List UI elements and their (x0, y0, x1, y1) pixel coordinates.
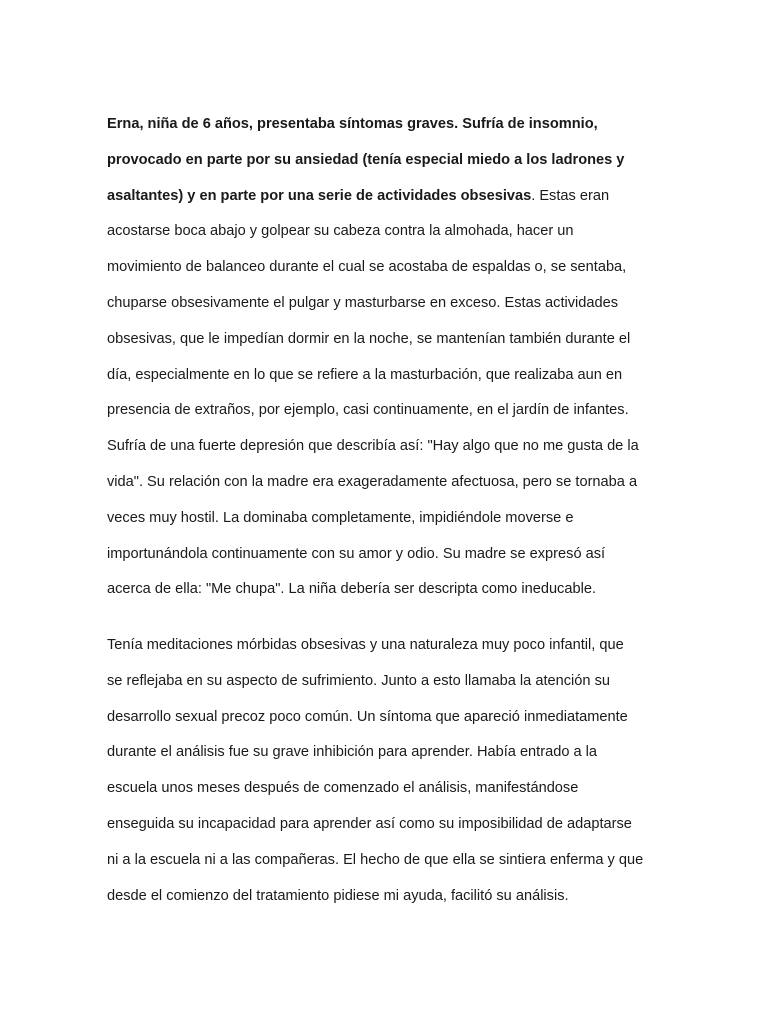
normal-text: Sufría de una fuerte depresión que describía así: "Hay algo que no me gusta de la (107, 438, 639, 455)
text-line (107, 286, 667, 322)
normal-text: obsesivas, que le impedían dormir en la noche, se mantenían también durante el (107, 330, 631, 347)
text-line: desarrollo sexual precoz poco común. Un síntoma que apareció inmediatamente (107, 708, 628, 725)
text-line (107, 107, 667, 143)
text-line (107, 179, 667, 215)
text-line: Tenía meditaciones mórbidas obsesivas y una naturaleza muy poco infantil, que (107, 637, 624, 653)
normal-text: acostarse boca abajo y golpear su cabeza contra la almohada, hacer un (107, 223, 574, 240)
text-line (107, 358, 667, 394)
text-line: enseguida su incapacidad para aprender así como su imposibilidad de adaptarse (107, 815, 632, 832)
normal-text: día, especialmente en lo que se refiere a la masturbación, que realizaba aun en (107, 366, 623, 383)
text-line: desde el comienzo del tratamiento pidiese mi ayuda, facilitó su análisis. (107, 887, 569, 904)
text-line (107, 572, 667, 608)
normal-text: vida". Su relación con la madre era exageradamente afectuosa, pero se tornaba a (107, 473, 638, 490)
text-line (107, 537, 667, 573)
text-line (107, 322, 667, 358)
text-line: se reflejaba en su aspecto de sufrimiento. Junto a esto llamaba la atención su (107, 672, 610, 689)
text-line: durante el análisis fue su grave inhibición para aprender. Había entrado a la (107, 744, 598, 761)
text-line: escuela unos meses después de comenzado el análisis, manifestándose (107, 780, 579, 797)
normal-text: veces muy hostil. La dominaba completamente, impidiéndole moverse e (107, 509, 574, 526)
normal-text: movimiento de balanceo durante el cual se acostaba de espaldas o, se sentaba, (107, 259, 627, 276)
text-line (107, 465, 667, 501)
text-line (107, 214, 667, 250)
normal-text: importunándola continuamente con su amor y odio. Su madre se expresó así (107, 545, 606, 562)
text-line: ni a la escuela ni a las compañeras. El hecho de que ella se sintiera enferma y que (107, 851, 644, 868)
text-line (107, 393, 667, 429)
text-line (107, 250, 667, 286)
normal-text: acerca de ella: "Me chupa". La niña debería ser descripta como ineducable. (107, 581, 597, 598)
text-line (107, 501, 667, 537)
bold-text: Erna, niña de 6 años, presentaba síntomas graves. Sufría de insomnio, (107, 116, 598, 132)
bold-text: provocado en parte por su ansiedad (tenía especial miedo a los ladrones y (107, 151, 625, 168)
normal-text: chuparse obsesivamente el pulgar y masturbarse en exceso. Estas actividades (107, 294, 619, 311)
text-line (107, 143, 667, 179)
normal-text: . Estas eran (531, 187, 610, 204)
normal-text: presencia de extraños, por ejemplo, casi continuamente, en el jardín de infantes. (107, 402, 629, 419)
paragraph-2 (107, 628, 667, 914)
bold-text: asaltantes) y en parte por una serie de actividades obsesivas (107, 187, 532, 204)
text-line (107, 429, 667, 465)
paragraph-1 (107, 107, 667, 608)
